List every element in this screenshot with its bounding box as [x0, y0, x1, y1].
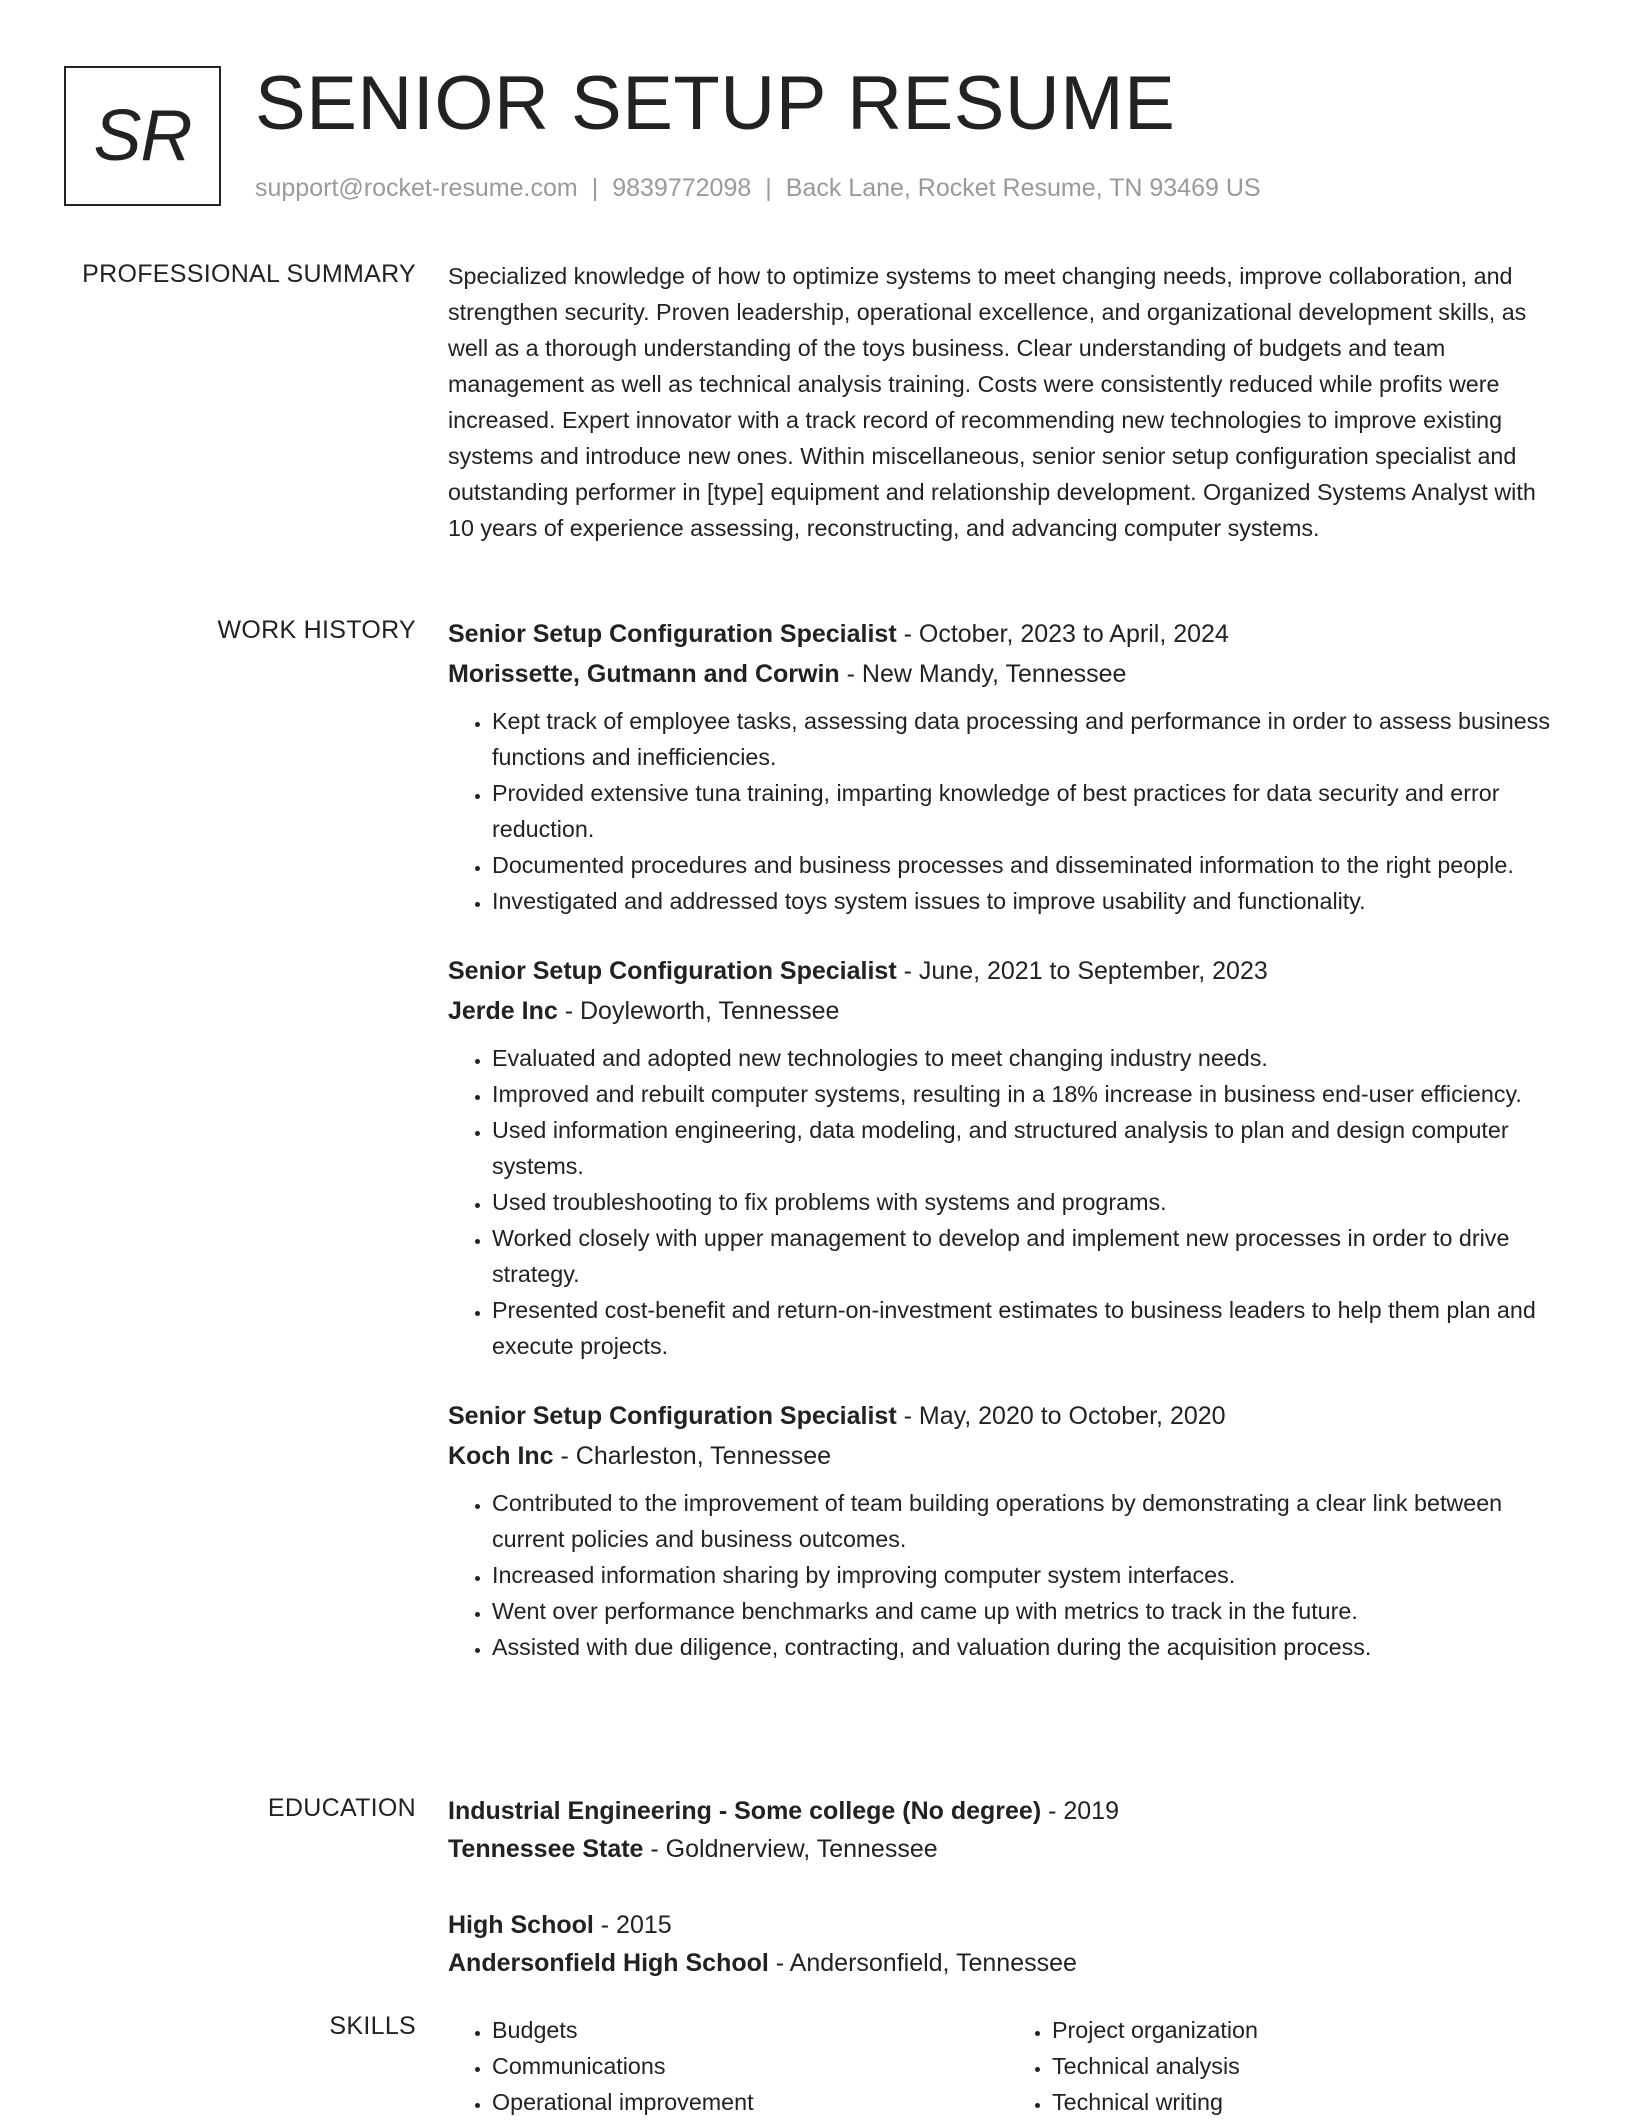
section-heading: EDUCATION: [267, 1794, 416, 1822]
job-company-line: [448, 1436, 1568, 1476]
list-item: • Went over performance benchmarks and came up with metrics to track in the future.: [492, 1593, 1568, 1629]
candidate-name: SENIOR SETUP RESUME: [255, 61, 1176, 146]
education-year: - 2019: [1041, 1797, 1119, 1825]
education-degree: Industrial Engineering - Some college (No degree): [448, 1797, 1042, 1825]
list-item: • Evaluated and adopted new technologies to meet changing industry needs.: [492, 1040, 1568, 1076]
job-title: Senior Setup Configuration Specialist: [448, 620, 897, 648]
education-body: [448, 1792, 1568, 2020]
skill-item: • Budgets: [492, 2012, 1008, 2048]
job-entry: [448, 614, 1568, 919]
skills-columns: [448, 2012, 1568, 2120]
education-degree-line: [448, 1792, 1568, 1830]
job-location: - New Mandy, Tennessee: [839, 660, 1127, 688]
job-title-line: [448, 1396, 1568, 1436]
list-item: • Contributed to the improvement of team building operations by demonstrating a clear link between current policies and business outcomes.: [492, 1485, 1568, 1557]
job-company-line: [448, 654, 1568, 694]
skill-item: • Communications: [492, 2048, 1008, 2084]
education-school-line: [448, 1944, 1568, 1982]
list-item: • Presented cost-benefit and return-on-investment estimates to business leaders to help them plan and execute projects.: [492, 1292, 1568, 1364]
education-entry: [448, 1906, 1568, 1982]
job-company: Jerde Inc: [448, 997, 558, 1025]
job-entry: [448, 1396, 1568, 1665]
list-item: • Used troubleshooting to fix problems with systems and programs.: [492, 1184, 1568, 1220]
job-title-line: [448, 614, 1568, 654]
contact-separator: |: [765, 174, 772, 202]
job-title: Senior Setup Configuration Specialist: [448, 957, 897, 985]
job-location: - Doyleworth, Tennessee: [557, 997, 840, 1025]
list-item: • Improved and rebuilt computer systems, resulting in a 18% increase in business end-user efficiency.: [492, 1076, 1568, 1112]
contact-phone[interactable]: 9839772098: [612, 174, 752, 202]
list-item: • Worked closely with upper management to develop and implement new processes in order to drive strategy.: [492, 1220, 1568, 1292]
job-dates: - October, 2023 to April, 2024: [896, 620, 1229, 648]
list-item: • Assisted with due diligence, contracting, and valuation during the acquisition process.: [492, 1629, 1568, 1665]
skill-item: • Technical writing: [1052, 2084, 1568, 2120]
monogram-badge: SR: [64, 66, 221, 206]
education-year: - 2015: [593, 1911, 672, 1939]
education-degree-line: [448, 1906, 1568, 1944]
job-dates: - May, 2020 to October, 2020: [896, 1402, 1226, 1430]
section-heading: PROFESSIONAL SUMMARY: [82, 260, 416, 288]
skill-item: • Project organization: [1052, 2012, 1568, 2048]
list-item: • Investigated and addressed toys system issues to improve usability and functionality.: [492, 883, 1568, 919]
job-bullets: [448, 1040, 1568, 1364]
summary-text: Specialized knowledge of how to optimize systems to meet changing needs, improve collaboration, and strengthen security. Proven leadership, operational excellence, and organizational development skills, as well as a thorough understanding of the toys business. Clear understanding of budgets and team management as well as technical analysis training. Costs were consistently reduced while profits were increased. Expert innovator with a track record of recommending new technologies to improve existing systems and introduce new ones. Within miscellaneous, senior senior setup configuration specialist and outstanding performer in [type] equipment and relationship development. Organized Systems Analyst with 10 years of experience assessing, reconstructing, and advancing computer systems.: [448, 263, 1536, 541]
education-location: - Andersonfield, Tennessee: [768, 1949, 1077, 1977]
summary-body: [448, 258, 1568, 546]
skill-item: • Technical analysis: [1052, 2048, 1568, 2084]
job-bullets: [448, 1485, 1568, 1665]
job-company-line: [448, 991, 1568, 1031]
job-title-line: [448, 951, 1568, 991]
job-entry: [448, 951, 1568, 1364]
list-item: • Kept track of employee tasks, assessing data processing and performance in order to assess business functions and inefficiencies.: [492, 703, 1568, 775]
education-entry: [448, 1792, 1568, 1868]
contact-line: [255, 174, 1261, 203]
contact-email[interactable]: support@rocket-resume.com: [255, 174, 578, 202]
education-school: Andersonfield High School: [448, 1949, 769, 1977]
section-heading: SKILLS: [329, 2012, 416, 2040]
education-degree: High School: [448, 1911, 594, 1939]
job-title: Senior Setup Configuration Specialist: [448, 1402, 897, 1430]
job-company: Morissette, Gutmann and Corwin: [448, 660, 840, 688]
contact-separator: |: [591, 174, 599, 202]
list-item: • Documented procedures and business processes and disseminated information to the right people.: [492, 847, 1568, 883]
education-location: - Goldnerview, Tennessee: [643, 1835, 938, 1863]
job-company: Koch Inc: [448, 1442, 554, 1470]
resume-header: [64, 61, 1564, 216]
contact-address: Back Lane, Rocket Resume, TN 93469 US: [785, 174, 1261, 202]
job-bullets: [448, 703, 1568, 919]
skills-list-left: [448, 2012, 1008, 2120]
education-school: Tennessee State: [448, 1835, 644, 1863]
job-dates: - June, 2021 to September, 2023: [896, 957, 1268, 985]
section-heading: WORK HISTORY: [217, 616, 416, 644]
skills-list-right: [1008, 2012, 1568, 2120]
skills-body: [448, 2012, 1568, 2120]
list-item: • Increased information sharing by improving computer system interfaces.: [492, 1557, 1568, 1593]
job-location: - Charleston, Tennessee: [553, 1442, 832, 1470]
work-history-body: [448, 614, 1568, 1697]
education-school-line: [448, 1830, 1568, 1868]
list-item: • Provided extensive tuna training, imparting knowledge of best practices for data security and error reduction.: [492, 775, 1568, 847]
skill-item: • Operational improvement: [492, 2084, 1008, 2120]
list-item: • Used information engineering, data modeling, and structured analysis to plan and design computer systems.: [492, 1112, 1568, 1184]
